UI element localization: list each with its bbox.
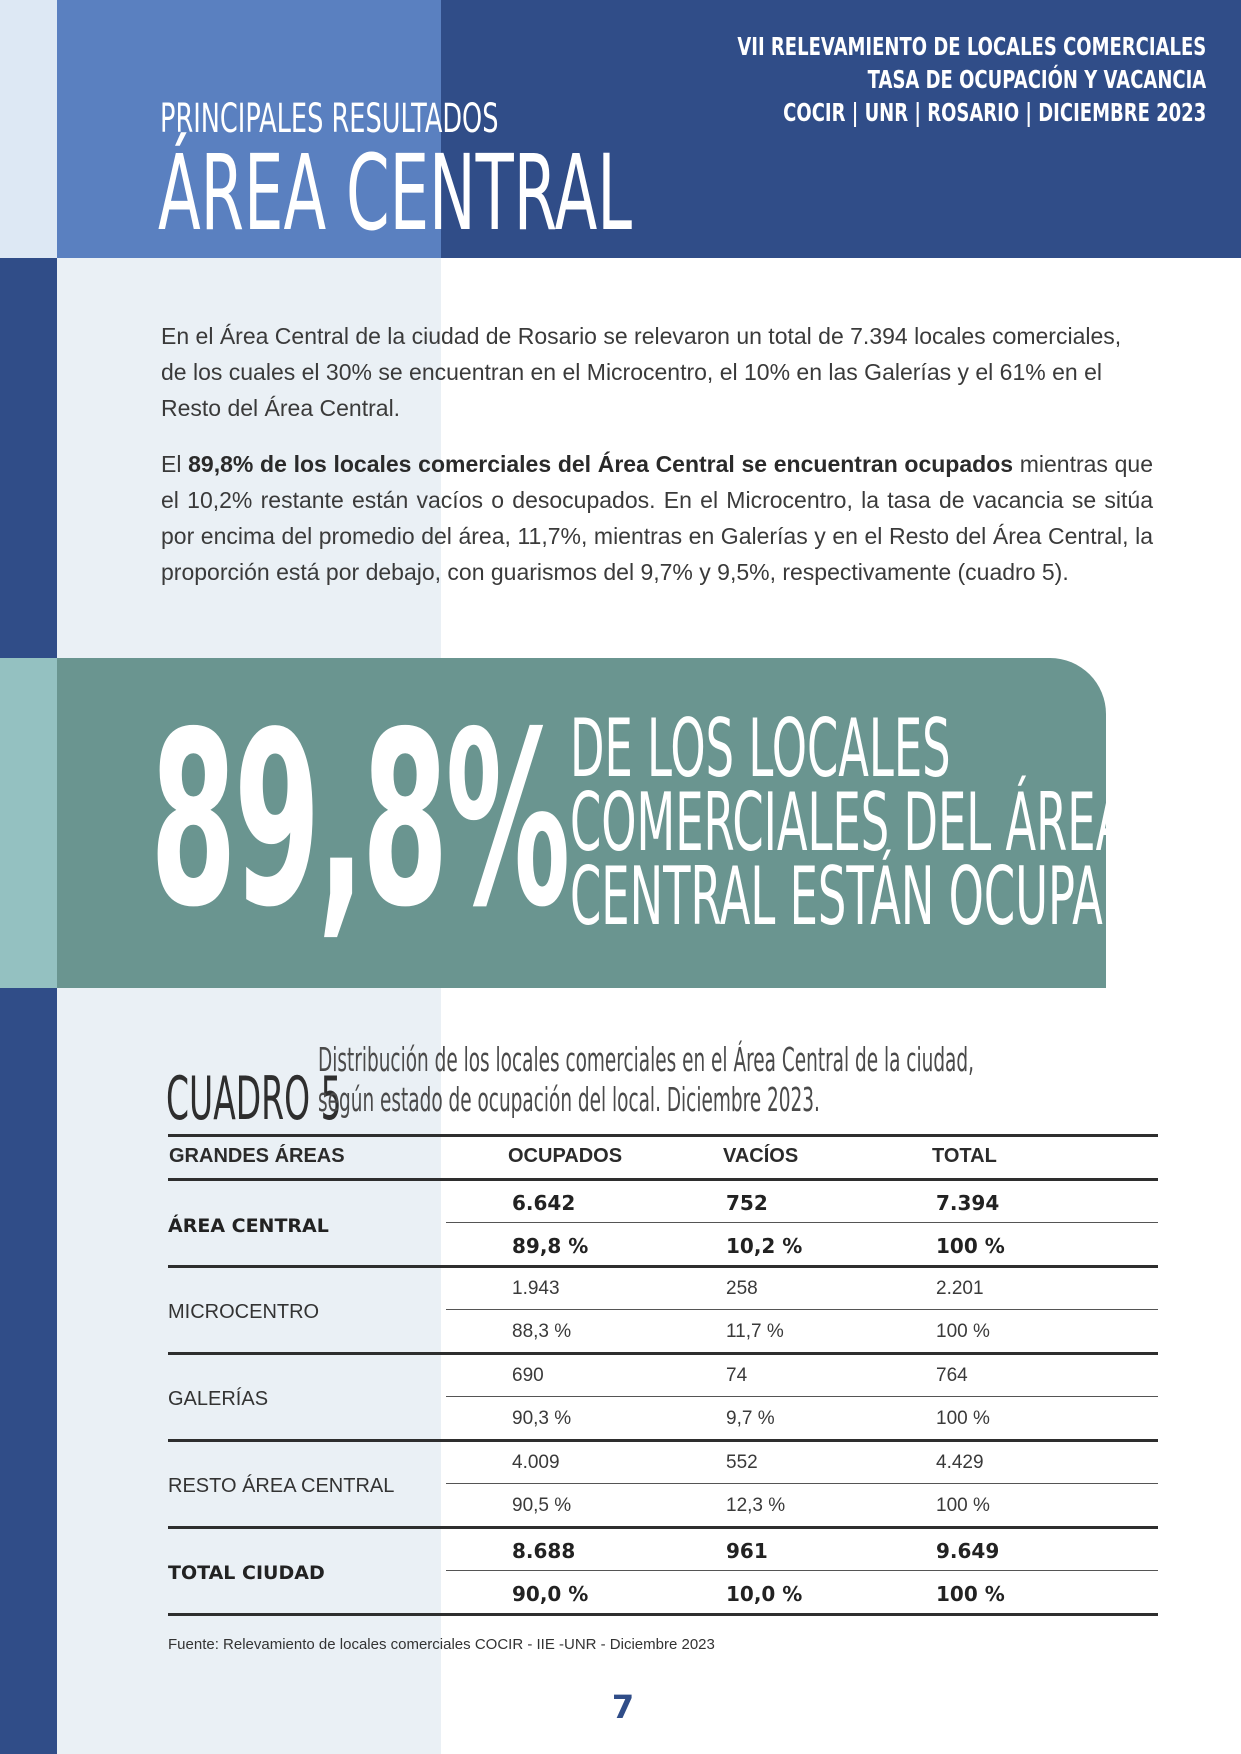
table-rule: [168, 1265, 1158, 1268]
highlight-caption: [570, 702, 1201, 943]
table-cell: 90,3 %: [512, 1408, 572, 1429]
table-cell: 7.394: [936, 1191, 1000, 1215]
table-rule: [168, 1613, 1158, 1616]
table-cell: 100 %: [936, 1408, 990, 1429]
table-rule: [446, 1570, 1158, 1571]
table-cell: 8.688: [512, 1539, 576, 1563]
table-cell: 100 %: [936, 1495, 990, 1516]
table-description-line: Distribución de los locales comerciales en el Área Central de la ciudad,: [318, 1040, 974, 1079]
table-cell: 100 %: [936, 1582, 1005, 1606]
table-cell: 9,7 %: [726, 1408, 775, 1429]
table-cell: 100 %: [936, 1321, 990, 1342]
table-cell: 11,7 %: [726, 1321, 784, 1342]
page-number: 7: [611, 1688, 635, 1726]
table-description-line: según estado de ocupación del local. Diciembre 2023.: [318, 1080, 820, 1119]
table-cell: 258: [726, 1278, 758, 1299]
table-cell: 4.009: [512, 1452, 560, 1473]
table-cell: 10,2 %: [726, 1234, 803, 1258]
table-rule: [446, 1396, 1158, 1397]
left-strip: [0, 258, 57, 658]
report-header: [737, 30, 1206, 129]
table-cell: 961: [726, 1539, 768, 1563]
table-cell: 88,3 %: [512, 1321, 572, 1342]
table-cell: 89,8 %: [512, 1234, 589, 1258]
table-row-label: MICROCENTRO: [168, 1301, 320, 1323]
table-row-label: GALERÍAS: [168, 1388, 269, 1410]
table-description: [318, 1040, 974, 1120]
table-cell: 74: [726, 1365, 748, 1386]
header-line: TASA DE OCUPACIÓN Y VACANCIA: [867, 65, 1206, 94]
table-cell: 90,0 %: [512, 1582, 589, 1606]
column-header: TOTAL: [932, 1145, 997, 1167]
table-rule: [446, 1483, 1158, 1484]
header-line: COCIR | UNR | ROSARIO | DICIEMBRE 2023: [782, 98, 1206, 127]
table-source: Fuente: Relevamiento de locales comerciales COCIR - IIE -UNR - Diciembre 2023: [168, 1636, 715, 1653]
table-rule: [446, 1309, 1158, 1310]
header-line: VII RELEVAMIENTO DE LOCALES COMERCIALES: [737, 32, 1206, 61]
table-cell: 100 %: [936, 1234, 1005, 1258]
occupancy-paragraph: [161, 446, 1153, 590]
table-cell: 12,3 %: [726, 1495, 786, 1516]
table-cell: 2.201: [936, 1278, 984, 1299]
table-rule: [168, 1526, 1158, 1529]
table-cell: 1.943: [512, 1278, 560, 1299]
page-title: ÁREA CENTRAL: [158, 132, 633, 254]
left-strip: [0, 988, 57, 1754]
table-row-label: RESTO ÁREA CENTRAL: [168, 1475, 395, 1497]
column-header: GRANDES ÁREAS: [169, 1145, 345, 1167]
bg-top-left: [0, 0, 57, 258]
highlight-line: DE LOS LOCALES: [570, 702, 951, 795]
table-cell: 764: [936, 1365, 968, 1386]
table-row-label: ÁREA CENTRAL: [168, 1215, 329, 1237]
table-row-label: TOTAL CIUDAD: [168, 1562, 325, 1584]
table-rule: [168, 1134, 1158, 1137]
column-header: OCUPADOS: [508, 1145, 623, 1167]
left-strip-teal: [0, 658, 57, 988]
table-cell: 4.429: [936, 1452, 984, 1473]
table-rule: [168, 1352, 1158, 1355]
table-cell: 90,5 %: [512, 1495, 572, 1516]
table-cell: 9.649: [936, 1539, 1000, 1563]
highlight-line: COMERCIALES DEL ÁREA: [570, 776, 1127, 869]
intro-paragraph: En el Área Central de la ciudad de Rosario se relevaron un total de 7.394 locales comerciales, de los cuales el 30% se encuentran en el Microcentro, el 10% en las Galerías y el 61% en el Resto del Área Central.: [161, 323, 1122, 421]
table-cell: 752: [726, 1191, 768, 1215]
section-kicker: PRINCIPALES RESULTADOS: [160, 96, 499, 142]
table-cell: 690: [512, 1365, 544, 1386]
table-rule: [168, 1178, 1158, 1181]
table-cell: 10,0 %: [726, 1582, 803, 1606]
highlight-line: CENTRAL ESTÁN OCUPADOS: [570, 850, 1201, 943]
table-rule: [446, 1222, 1158, 1223]
table-rule: [168, 1439, 1158, 1442]
paragraph-text: mientras que el 10,2% restante están vacíos o desocupados. En el Microcentro, la tasa de vacancia se sitúa por encima del promedio del área, 11,7%, mientras en Galerías y en el Resto del Área Central, la proporción está por debajo, con guarismos del 9,7% y 9,5%, respectivamente (cuadro 5).: [161, 451, 1153, 585]
paragraph-text: El: [161, 451, 189, 477]
table-cell: 6.642: [512, 1191, 576, 1215]
paragraph-emphasis: 89,8% de los locales comerciales del Área Central se encuentran ocupados: [188, 451, 1014, 477]
table-cell: 552: [726, 1452, 758, 1473]
column-header: VACÍOS: [723, 1145, 799, 1167]
highlight-value: 89,8%: [150, 680, 568, 960]
table-label: CUADRO 5: [166, 1064, 342, 1134]
